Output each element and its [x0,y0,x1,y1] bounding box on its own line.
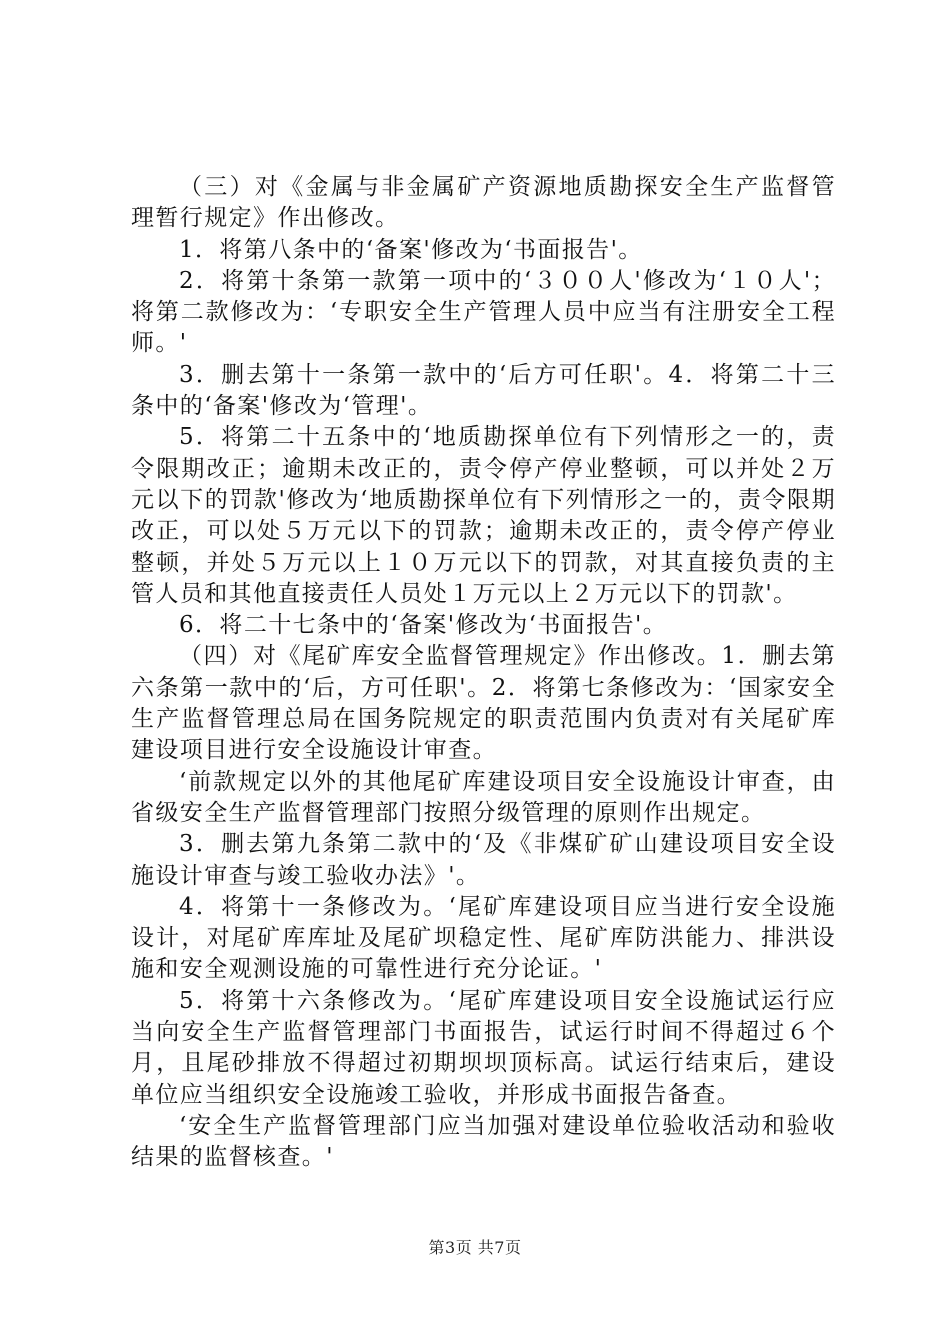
paragraph-item-4b: 4．将第十一条修改为。‘尾矿库建设项目应当进行安全设施设计，对尾矿库库址及尾矿坝稳定性、尾矿库防洪能力、排洪设施和安全观测设施的可靠性进行充分论证。' [131,893,836,983]
page-number-footer: 第3页 共7页 [428,1238,522,1257]
paragraph-item-5b: 5．将第十六条修改为。‘尾矿库建设项目安全设施试运行应当向安全生产监督管理部门书面报告，试运行时间不得超过６个月，且尾砂排放不得超过初期坝坝顶标高。试运行结束后，建设单位应当组织安全设施竣工验收，并形成书面报告备查。 [131,987,836,1108]
paragraph-section-3-heading: （三）对《金属与非金属矿产资源地质勘探安全生产监督管理暂行规定》作出修改。 [131,174,836,232]
paragraph-supervision: ‘安全生产监督管理部门应当加强对建设单位验收活动和验收结果的监督核查。' [131,1112,836,1171]
paragraph-item-6: 6．将二十七条中的‘备案'修改为‘书面报告'。 [179,612,668,639]
paragraph-item-5: 5．将第二十五条中的‘地质勘探单位有下列情形之一的，责令限期改正；逾期未改正的，责令停产停业整顿，可以并处２万元以下的罚款'修改为‘地质勘探单位有下列情形之一的，责令限期改正，可以处５万元以下的罚款；逾期未改正的，责令停产停业整顿，并处５万元以上１０万元以下的罚款，对其直接负责的主管人员和其他直接责任人员处１万元以上２万元以下的罚款'。 [131,424,836,607]
paragraph-item-3b: 3．删去第九条第二款中的‘及《非煤矿矿山建设项目安全设施设计审查与竣工验收办法》'。 [131,831,836,889]
document-body [131,172,836,1174]
paragraph-item-3-4: 3．删去第十一条第一款中的‘后方可任职'。4．将第二十三条中的‘备案'修改为‘管理'。 [131,361,836,420]
paragraph-item-2: 2．将第十条第一款第一项中的‘３００人'修改为‘１０人'；将第二款修改为：‘专职安全生产管理人员中应当有注册安全工程师。' [131,267,836,357]
paragraph-preceding-clause: ‘前款规定以外的其他尾矿库建设项目安全设施设计审查，由省级安全生产监督管理部门按照分级管理的原则作出规定。 [131,768,836,826]
paragraph-item-1: 1．将第八条中的‘备案'修改为‘书面报告'。 [179,236,643,263]
paragraph-section-4-heading: （四）对《尾矿库安全监督管理规定》作出修改。1．删去第六条第一款中的‘后，方可任职'。2．将第七条修改为：‘国家安全生产监督管理总局在国务院规定的职责范围内负责对有关尾矿库建设项目进行安全设施设计审查。 [131,643,836,764]
